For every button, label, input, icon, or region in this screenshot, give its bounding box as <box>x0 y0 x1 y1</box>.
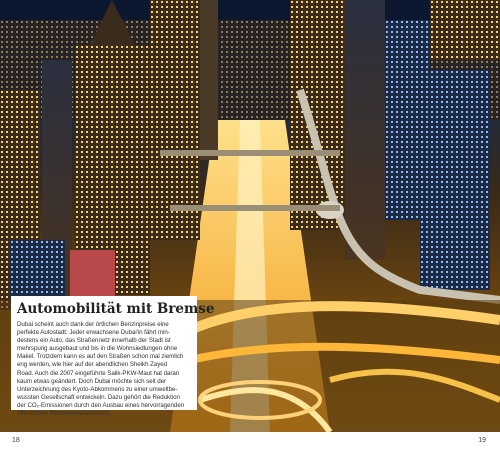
tower-left-5 <box>200 0 218 160</box>
body-line: perfekte Autostadt: Jeder erwachsene Dubai'in fährt min- <box>17 329 170 337</box>
red-building <box>70 250 115 300</box>
bridge-2 <box>170 205 340 211</box>
tower-left-4 <box>150 0 200 240</box>
article-title: Automobilität mit Bremse <box>17 301 215 317</box>
body-line: wussten Gesellschaft entwickeln. Dazu gehört die Reduktion <box>17 393 180 401</box>
body-line: mehrspurig ausgebaut und bis in die Wohnsiedlungen ohne <box>17 345 178 353</box>
body-line: öffentlichen Personennahverkehrs. <box>17 410 111 418</box>
caption-box <box>11 296 215 418</box>
tower-right-2 <box>345 0 385 260</box>
article-body <box>17 321 192 418</box>
body-line: Unterzeichnung des Kyoto-Abkommens zu einer umweltbe- <box>17 385 178 393</box>
body-line: der CO₂-Emissionen durch den Ausbau eines hervorragenden <box>17 401 185 409</box>
body-line: kaum etwas geändert. Doch Dubai möchte sich seit der <box>17 377 167 385</box>
bridge-1 <box>160 150 340 156</box>
body-line: eng werden, wie hier auf der abendlichen Sheikh Zayed <box>17 361 168 369</box>
body-line: Road. Auch die 2007 eingeführte Salik-PKW-Maut hat daran <box>17 369 180 377</box>
body-line: Makel. Trotzdem kann es auf den Straßen schon mal ziemlich <box>17 353 184 361</box>
tower-right-5 <box>430 0 500 60</box>
body-line: Dubai scheint auch dank der örtlichen Benzinpreise eine <box>17 321 169 328</box>
tower-right-4 <box>420 70 490 290</box>
body-line: destens ein Auto, das Straßennetz innerhalb der Stadt ist <box>17 337 171 345</box>
page-number-left: 18 <box>12 437 20 444</box>
blue-building <box>10 240 65 300</box>
tower-right-1 <box>290 0 345 230</box>
page-number-right: 19 <box>478 437 486 444</box>
